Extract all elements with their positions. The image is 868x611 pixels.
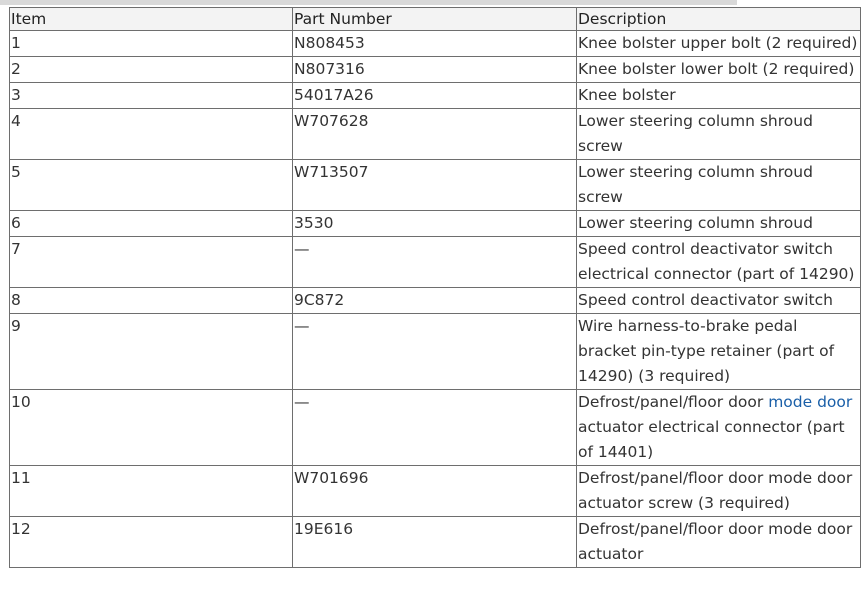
description-cell: Knee bolster upper bolt (2 required) bbox=[577, 31, 861, 57]
part-number-cell: W707628 bbox=[293, 109, 577, 160]
description-text: Defrost/panel/floor door bbox=[578, 393, 769, 411]
description-cell bbox=[577, 390, 861, 466]
item-cell: 9 bbox=[10, 314, 293, 390]
header-item: Item bbox=[10, 8, 293, 31]
item-cell: 7 bbox=[10, 237, 293, 288]
part-number-cell: 54017A26 bbox=[293, 83, 577, 109]
table-row bbox=[10, 160, 861, 211]
table-row bbox=[10, 390, 861, 466]
description-cell: Lower steering column shroud screw bbox=[577, 109, 861, 160]
part-number-cell: 19E616 bbox=[293, 517, 577, 568]
description-cell: Knee bolster lower bolt (2 required) bbox=[577, 57, 861, 83]
table-row bbox=[10, 211, 861, 237]
description-cell: Speed control deactivator switch electrical connector (part of 14290) bbox=[577, 237, 861, 288]
part-number-cell: N808453 bbox=[293, 31, 577, 57]
description-cell: Knee bolster bbox=[577, 83, 861, 109]
item-cell: 2 bbox=[10, 57, 293, 83]
description-cell: Defrost/panel/floor door mode door actuator screw (3 required) bbox=[577, 466, 861, 517]
item-cell: 11 bbox=[10, 466, 293, 517]
item-cell: 12 bbox=[10, 517, 293, 568]
part-number-cell: W713507 bbox=[293, 160, 577, 211]
item-cell: 10 bbox=[10, 390, 293, 466]
description-text: actuator electrical connector (part of 14401) bbox=[578, 418, 845, 461]
table-row bbox=[10, 288, 861, 314]
part-number-cell: — bbox=[293, 390, 577, 466]
header-part-number: Part Number bbox=[293, 8, 577, 31]
table-row bbox=[10, 517, 861, 568]
table-row bbox=[10, 466, 861, 517]
table-row bbox=[10, 314, 861, 390]
part-number-cell: — bbox=[293, 314, 577, 390]
item-cell: 5 bbox=[10, 160, 293, 211]
description-cell: Lower steering column shroud bbox=[577, 211, 861, 237]
header-description: Description bbox=[577, 8, 861, 31]
table-row bbox=[10, 31, 861, 57]
table-row bbox=[10, 57, 861, 83]
mode-door-link[interactable]: mode door bbox=[768, 393, 853, 411]
description-cell: Speed control deactivator switch bbox=[577, 288, 861, 314]
item-cell: 6 bbox=[10, 211, 293, 237]
part-number-cell: — bbox=[293, 237, 577, 288]
item-cell: 4 bbox=[10, 109, 293, 160]
part-number-cell: 3530 bbox=[293, 211, 577, 237]
table-row bbox=[10, 237, 861, 288]
table-row bbox=[10, 109, 861, 160]
top-scrollbar-strip bbox=[0, 0, 737, 5]
table-header-row bbox=[10, 8, 861, 31]
part-number-cell: 9C872 bbox=[293, 288, 577, 314]
description-cell: Defrost/panel/floor door mode door actuator bbox=[577, 517, 861, 568]
part-number-cell: N807316 bbox=[293, 57, 577, 83]
table-row bbox=[10, 83, 861, 109]
item-cell: 1 bbox=[10, 31, 293, 57]
description-cell: Wire harness-to-brake pedal bracket pin-type retainer (part of 14290) (3 required) bbox=[577, 314, 861, 390]
item-cell: 3 bbox=[10, 83, 293, 109]
description-cell: Lower steering column shroud screw bbox=[577, 160, 861, 211]
item-cell: 8 bbox=[10, 288, 293, 314]
part-number-cell: W701696 bbox=[293, 466, 577, 517]
parts-table bbox=[9, 7, 861, 568]
